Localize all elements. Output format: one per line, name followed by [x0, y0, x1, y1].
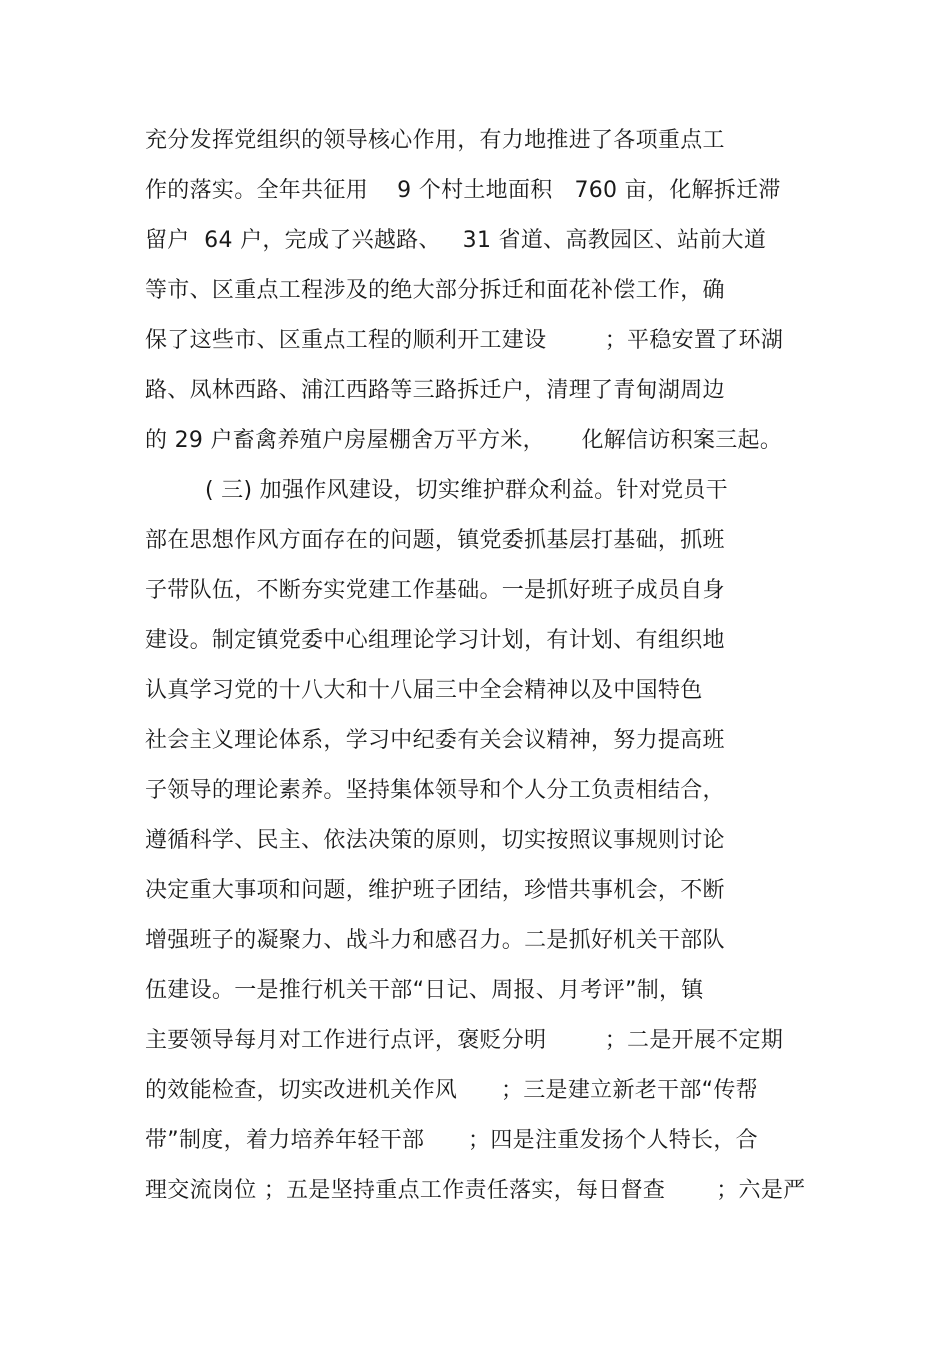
text-line: 社会主义理论体系，学习中纪委有关会议精神，努力提高班: [145, 728, 725, 753]
text-line: 带”制度，着力培养年轻干部 ；四是注重发扬个人特长，合: [145, 1128, 758, 1153]
text-line: 部在思想作风方面存在的问题，镇党委抓基层打基础，抓班: [145, 528, 725, 553]
text-line: 决定重大事项和问题，维护班子团结，珍惜共事机会，不断: [145, 878, 725, 903]
text-line: 理交流岗位 ；五是坚持重点工作责任落实，每日督查 ；六是严: [145, 1178, 806, 1203]
text-line: 子带队伍，不断夯实党建工作基础。一是抓好班子成员自身: [145, 578, 725, 603]
text-line: 作的落实。全年共征用 9 个村土地面积 760 亩，化解拆迁滞: [145, 178, 781, 203]
text-line: 伍建设。一是推行机关干部“日记、周报、月考评”制，镇: [145, 978, 704, 1003]
text-line: 的效能检查，切实改进机关作风 ；三是建立新老干部“传帮: [145, 1078, 758, 1103]
text-line: 等市、区重点工程涉及的绝大部分拆迁和面花补偿工作，确: [145, 278, 725, 303]
text-line: 建设。制定镇党委中心组理论学习计划，有计划、有组织地: [145, 628, 725, 653]
text-line: 路、凤林西路、浦江西路等三路拆迁户，清理了青甸湖周边: [145, 378, 725, 403]
text-line: 增强班子的凝聚力、战斗力和感召力。二是抓好机关干部队: [145, 928, 725, 953]
text-line: 子领导的理论素养。坚持集体领导和个人分工负责相结合，: [145, 778, 725, 803]
paragraph-heading-line: ( 三) 加强作风建设，切实维护群众利益。针对党员干: [205, 478, 728, 503]
text-line: 遵循科学、民主、依法决策的原则，切实按照议事规则讨论: [145, 828, 725, 853]
text-line: 保了这些市、区重点工程的顺利开工建设 ；平稳安置了环湖: [145, 328, 784, 353]
text-line: 认真学习党的十八大和十八届三中全会精神以及中国特色: [145, 678, 703, 703]
text-line: 充分发挥党组织的领导核心作用，有力地推进了各项重点工: [145, 128, 725, 153]
text-line: 留户 64 户，完成了兴越路、 31 省道、高教园区、站前大道: [145, 228, 767, 253]
text-line: 的 29 户畜禽养殖户房屋棚舍万平方米， 化解信访积案三起。: [145, 428, 783, 453]
text-line: 主要领导每月对工作进行点评，褒贬分明 ；二是开展不定期: [145, 1028, 784, 1053]
